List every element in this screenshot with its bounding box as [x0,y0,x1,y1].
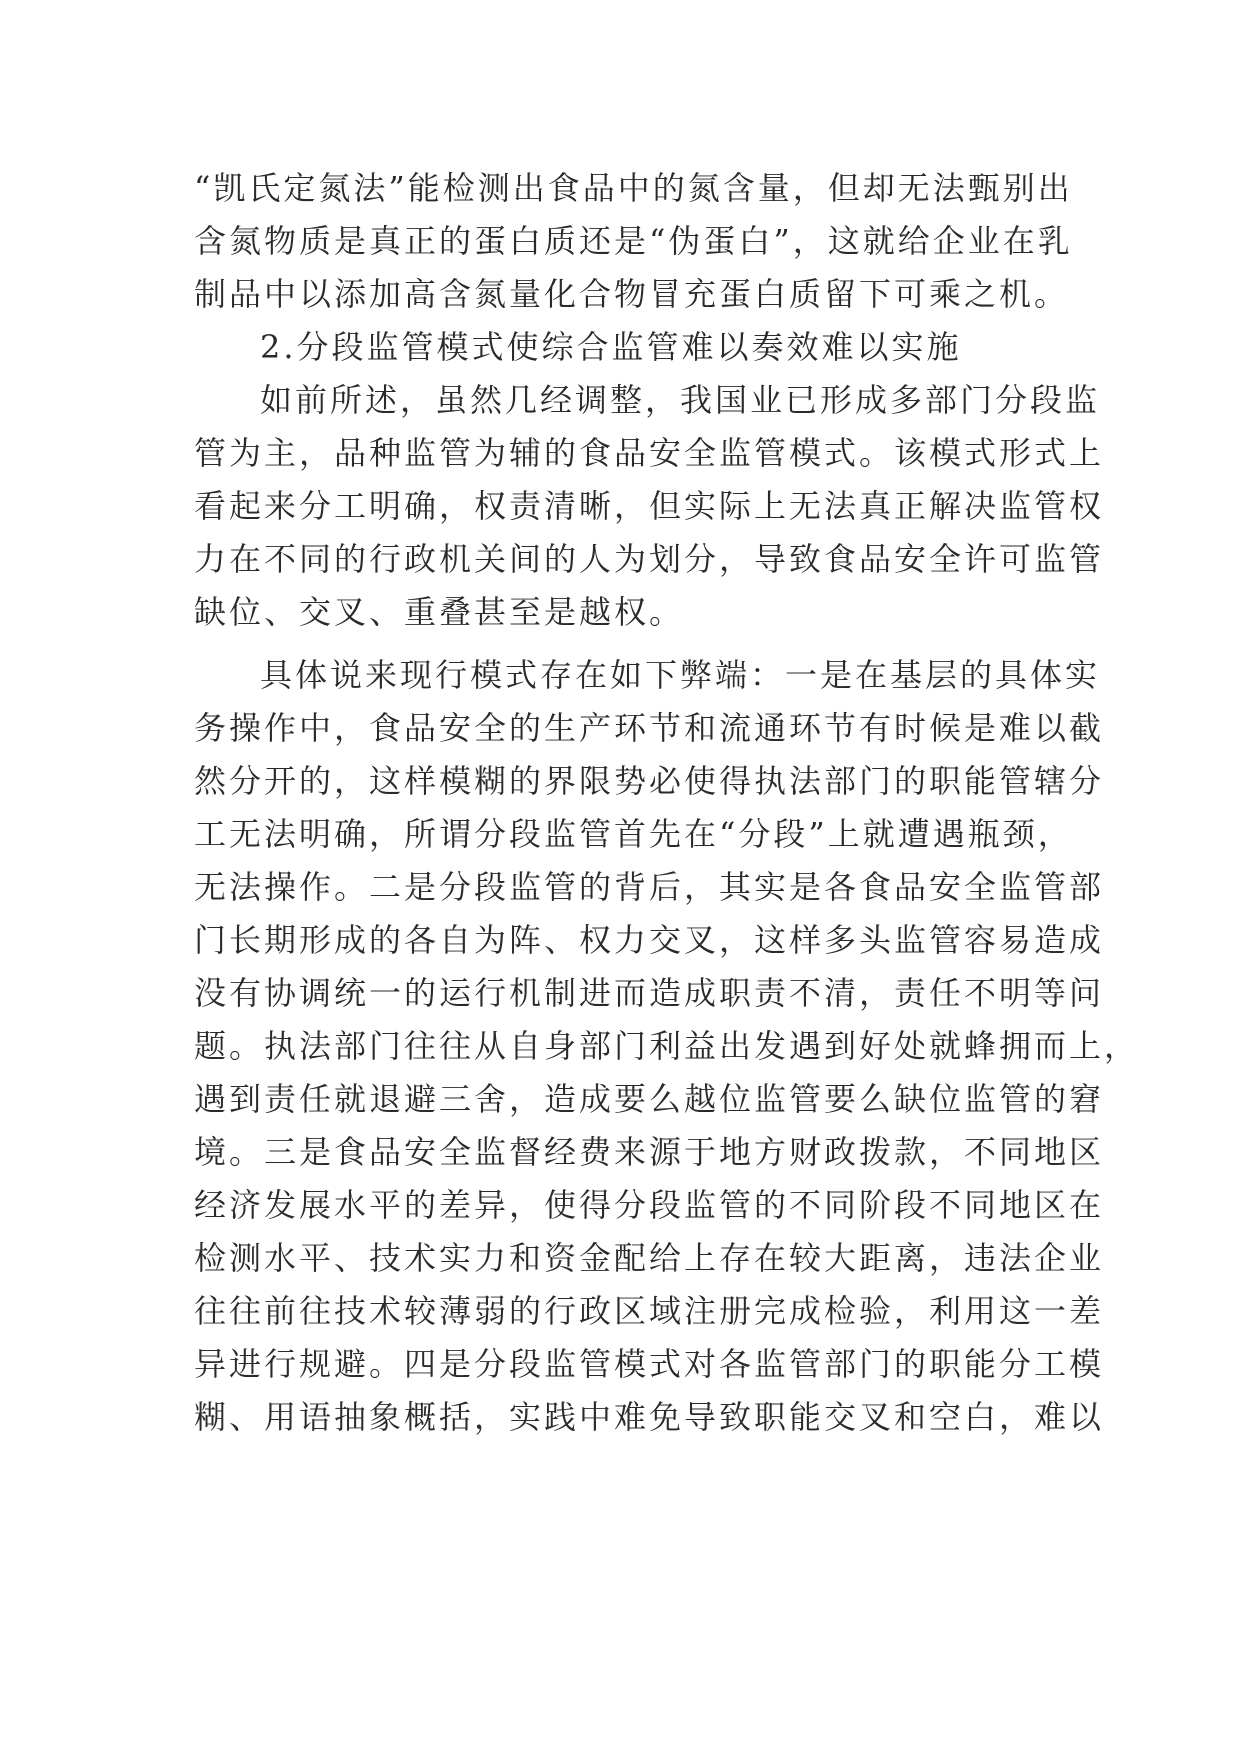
text-line: 管为主，品种监管为辅的食品安全监管模式。该模式形式上 [194,434,1105,472]
text-line: 制品中以添加高含氮量化合物冒充蛋白质留下可乘之机。 [194,275,1070,313]
text-line: 往往前往技术较薄弱的行政区域注册完成检验，利用这一差 [194,1292,1105,1330]
text-line: 检测水平、技术实力和资金配给上存在较大距离，违法企业 [194,1239,1105,1277]
text-line: 糊、用语抽象概括，实践中难免导致职能交叉和空白，难以 [194,1398,1105,1436]
text-line: 力在不同的行政机关间的人为划分，导致食品安全许可监管 [194,540,1105,578]
text-line: 题。执法部门往往从自身部门利益出发遇到好处就蜂拥而上， [194,1027,1140,1065]
body-text [194,162,1140,1444]
text-line: 如前所述，虽然几经调整，我国业已形成多部门分段监 [260,381,1101,419]
text-line: 异进行规避。四是分段监管模式对各监管部门的职能分工模 [194,1345,1105,1383]
text-line: 含氮物质是真正的蛋白质还是“伪蛋白”，这就给企业在乳 [194,222,1073,260]
text-line: 遇到责任就退避三舍，造成要么越位监管要么缺位监管的窘 [194,1080,1105,1118]
text-line: 工无法明确，所谓分段监管首先在“分段”上就遭遇瓶颈， [194,815,1073,853]
section-heading: 2.分段监管模式使综合监管难以奏效难以实施 [260,328,962,366]
text-line: 经济发展水平的差异，使得分段监管的不同阶段不同地区在 [194,1186,1105,1224]
text-line: “凯氏定氮法”能检测出食品中的氮含量，但却无法甄别出 [194,169,1073,207]
text-line: 然分开的，这样模糊的界限势必使得执法部门的职能管辖分 [194,762,1105,800]
text-line: 缺位、交叉、重叠甚至是越权。 [194,593,685,631]
text-line: 门长期形成的各自为阵、权力交叉，这样多头监管容易造成 [194,921,1105,959]
text-line: 无法操作。二是分段监管的背后，其实是各食品安全监管部 [194,868,1105,906]
text-line: 看起来分工明确，权责清晰，但实际上无法真正解决监管权 [194,487,1105,525]
text-line: 没有协调统一的运行机制进而造成职责不清，责任不明等问 [194,974,1105,1012]
text-line: 具体说来现行模式存在如下弊端：一是在基层的具体实 [260,656,1101,694]
text-line: 务操作中，食品安全的生产环节和流通环节有时候是难以截 [194,709,1105,747]
text-line: 境。三是食品安全监督经费来源于地方财政拨款，不同地区 [194,1133,1105,1171]
